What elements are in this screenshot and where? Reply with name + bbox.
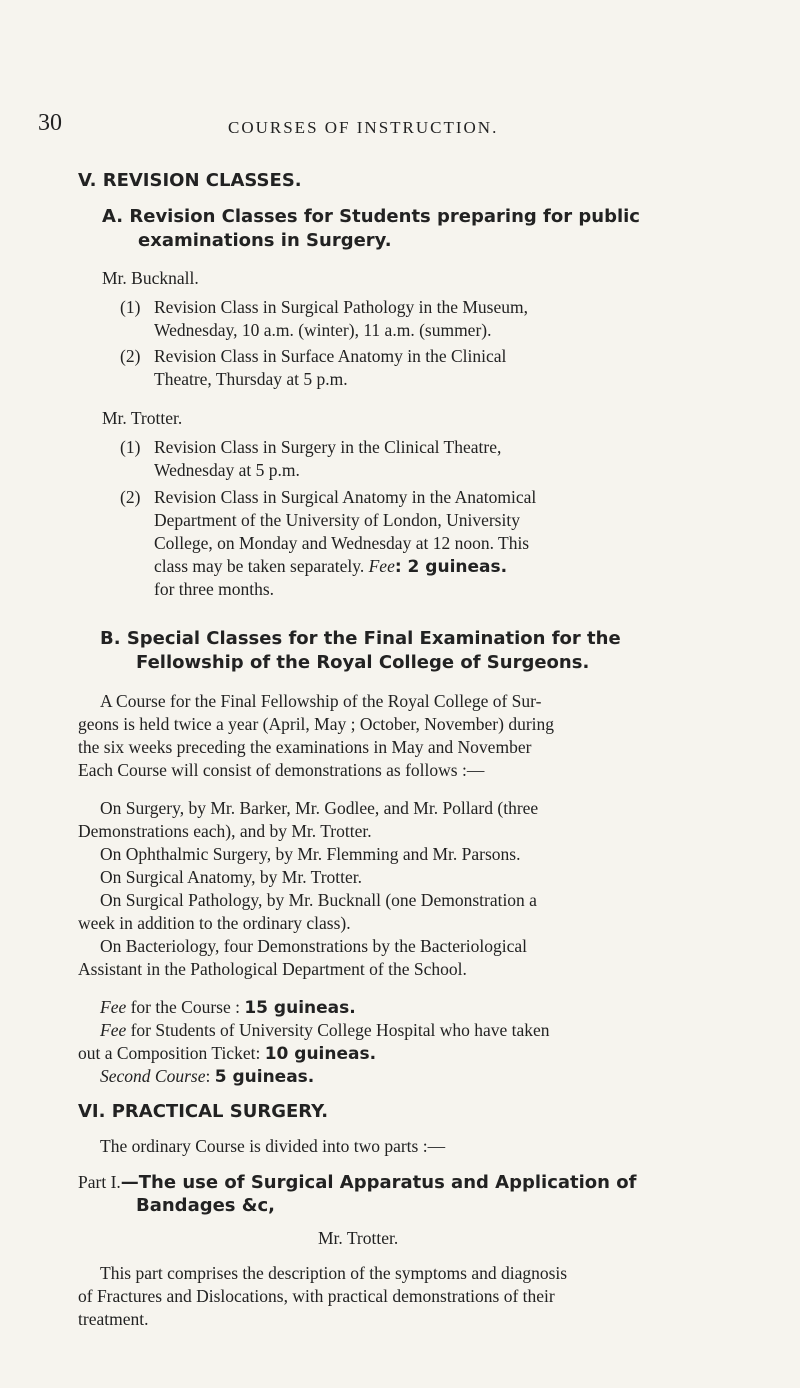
part1-title-line1 [78, 1171, 636, 1194]
part1-label: Part I. [78, 1172, 121, 1192]
fee2-line2: out a Composition Ticket: [78, 1043, 265, 1063]
sub-a-title-line1: A. Revision Classes for Students preparing for public [102, 206, 640, 227]
sub-b-title-line1: B. Special Classes for the Final Examination for the [100, 628, 621, 649]
trotter-item-1-line1: Revision Class in Surgery in the Clinical Theatre, [154, 437, 502, 457]
trotter-item-2-line4-text: class may be taken separately. [154, 556, 365, 576]
fee3-label: Second Course [100, 1066, 206, 1086]
bucknall-item-1-num: (1) [120, 297, 141, 317]
fee1-text: for the Course : [126, 997, 245, 1017]
demo-line-6: week in addition to the ordinary class). [78, 913, 351, 933]
fee3-value: 5 guineas. [214, 1067, 315, 1087]
part1-title-line2: Bandages &c, [136, 1195, 275, 1216]
bucknall-item-2-line2: Theatre, Thursday at 5 p.m. [154, 369, 348, 389]
sub-b-intro-line4: Each Course will consist of demonstrations as follows :— [78, 760, 485, 780]
demo-line-2: Demonstrations each), and by Mr. Trotter. [78, 821, 372, 841]
fee1-value: 15 guineas. [244, 998, 356, 1018]
trotter-item-2-line1: Revision Class in Surgical Anatomy in the Anatomical [154, 487, 537, 507]
part1-line2: of Fractures and Dislocations, with practical demonstrations of their [78, 1286, 555, 1306]
trotter-item-1-num: (1) [120, 437, 141, 457]
section-vi-title: VI. PRACTICAL SURGERY. [78, 1101, 329, 1122]
trotter-item-2-num: (2) [120, 487, 141, 507]
fee-ucl-line2 [78, 1042, 376, 1066]
sub-b-intro-line1: A Course for the Final Fellowship of the Royal College of Sur- [100, 691, 542, 711]
demo-line-4: On Surgical Anatomy, by Mr. Trotter. [100, 867, 363, 887]
trotter-item-1-line2: Wednesday at 5 p.m. [154, 460, 300, 480]
bucknall-item-2-num: (2) [120, 346, 141, 366]
bucknall-item-1-line1: Revision Class in Surgical Pathology in the Museum, [154, 297, 528, 317]
demo-line-1: On Surgery, by Mr. Barker, Mr. Godlee, and Mr. Pollard (three [100, 798, 539, 818]
fee-course-line [100, 996, 356, 1020]
part1-title-text: —The use of Surgical Apparatus and Application of [120, 1172, 637, 1193]
fee-ucl-line1 [100, 1019, 550, 1042]
fee-label: Fee [368, 556, 395, 576]
page-number: 30 [38, 110, 62, 136]
trotter-item-2-line4 [154, 555, 507, 579]
lecturer-bucknall: Mr. Bucknall. [102, 268, 199, 288]
demo-line-8: Assistant in the Pathological Department of the School. [78, 959, 467, 979]
fee2-label: Fee [100, 1020, 127, 1040]
running-head: COURSES OF INSTRUCTION. [228, 118, 499, 137]
sub-b-intro-line3: the six weeks preceding the examinations in May and November [78, 737, 532, 757]
bucknall-item-2-line1: Revision Class in Surface Anatomy in the Clinical [154, 346, 507, 366]
trotter-item-2-line2: Department of the University of London, University [154, 510, 520, 530]
trotter-item-2-line3: College, on Monday and Wednesday at 12 noon. This [154, 533, 530, 553]
fee-value: : 2 guineas. [394, 557, 508, 577]
fee2-text: for Students of University College Hospital who have taken [126, 1020, 550, 1040]
demo-line-5: On Surgical Pathology, by Mr. Bucknall (one Demonstration a [100, 890, 537, 910]
section-vi-intro: The ordinary Course is divided into two parts :— [100, 1136, 446, 1156]
fee2-value: 10 guineas. [264, 1044, 377, 1064]
sub-b-intro-line2: geons is held twice a year (April, May ; October, November) during [78, 714, 555, 734]
trotter-item-2-line5: for three months. [154, 579, 275, 599]
fee-second-course-line [100, 1065, 314, 1089]
fee3-sep: : [205, 1066, 215, 1086]
demo-line-3: On Ophthalmic Surgery, by Mr. Flemming and Mr. Parsons. [100, 844, 521, 864]
section-v-title: V. REVISION CLASSES. [78, 170, 302, 191]
sub-a-title-line2: examinations in Surgery. [138, 230, 392, 251]
part1-line1: This part comprises the description of the symptoms and diagnosis [100, 1263, 568, 1283]
demo-line-7: On Bacteriology, four Demonstrations by the Bacteriological [100, 936, 528, 956]
fee1-label: Fee [100, 997, 127, 1017]
lecturer-trotter: Mr. Trotter. [102, 408, 183, 428]
part1-line3: treatment. [78, 1309, 149, 1329]
sub-b-title-line2: Fellowship of the Royal College of Surgeons. [136, 652, 590, 673]
bucknall-item-1-line2: Wednesday, 10 a.m. (winter), 11 a.m. (summer). [154, 320, 492, 340]
part1-lecturer: Mr. Trotter. [318, 1228, 399, 1248]
